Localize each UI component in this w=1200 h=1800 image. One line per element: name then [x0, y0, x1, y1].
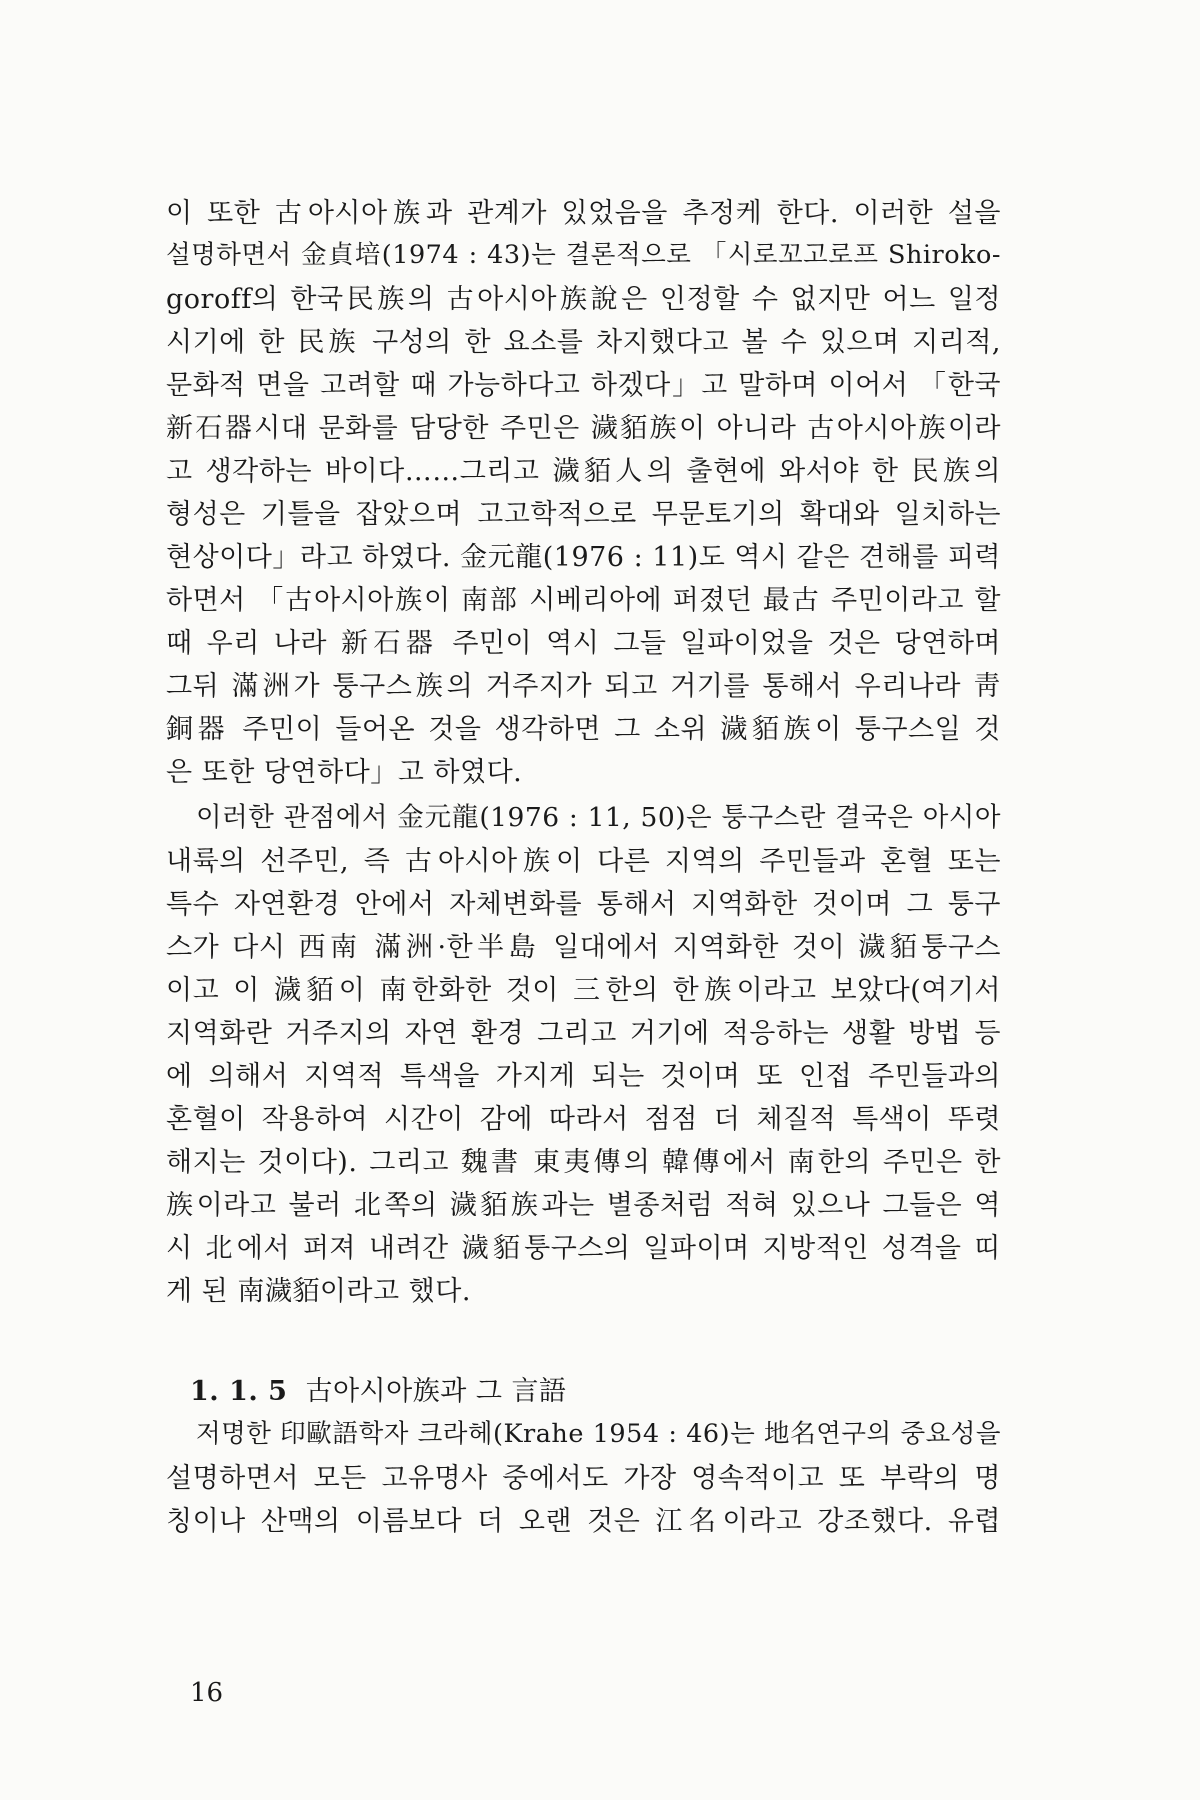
paragraph-2-line-9: 해지는 것이다). 그리고 魏書 東夷傳의 韓傳에서 南한의 주민은 한	[166, 1147, 1001, 1178]
paragraph-2-line-2: 내륙의 선주민, 즉 古아시아族이 다른 지역의 주민들과 혼혈 또는	[166, 846, 1001, 877]
paragraph-2-line-4: 스가 다시 西南 滿洲·한半島 일대에서 지역화한 것이 濊貊퉁구스	[166, 932, 1001, 963]
paragraph-1-line-1: 이 또한 古아시아族과 관계가 있었음을 추정케 한다. 이러한 설을	[166, 198, 1001, 229]
paragraph-2-line-10: 族이라고 불러 北쪽의 濊貊族과는 별종처럼 적혀 있으나 그들은 역	[166, 1190, 1001, 1221]
paragraph-1-line-3: goroff의 한국民族의 古아시아族說은 인정할 수 없지만 어느 일정	[166, 284, 1001, 315]
paragraph-2-line-11: 시 北에서 퍼져 내려간 濊貊퉁구스의 일파이며 지방적인 성격을 띠	[166, 1233, 1001, 1264]
paragraph-1-line-4: 시기에 한 民族 구성의 한 요소를 차지했다고 볼 수 있으며 지리적,	[166, 327, 1001, 358]
section-title: 古아시아族과 그 言語	[305, 1376, 567, 1407]
paragraph-1-line-14: 은 또한 당연하다」고 하였다.	[166, 757, 523, 788]
paragraph-3-line-1: 저명한 印歐語학자 크라헤(Krahe 1954 : 46)는 地名연구의 중요성을	[196, 1419, 1001, 1449]
page-number: 16	[190, 1678, 224, 1708]
paragraph-1-line-8: 형성은 기틀을 잡았으며 고고학적으로 무문토기의 확대와 일치하는	[166, 499, 1001, 530]
paragraph-2-line-1: 이러한 관점에서 金元龍(1976 : 11, 50)은 퉁구스란 결국은 아시아	[196, 802, 1001, 833]
paragraph-1-line-6: 新石器시대 문화를 담당한 주민은 濊貊族이 아니라 古아시아族이라	[166, 413, 1001, 444]
paragraph-1-line-12: 그뒤 滿洲가 퉁구스族의 거주지가 되고 거기를 통해서 우리나라 靑	[166, 671, 1001, 702]
paragraph-1-line-5: 문화적 면을 고려할 때 가능하다고 하겠다」고 말하며 이어서 「한국	[166, 370, 1001, 401]
paragraph-1-line-2: 설명하면서 金貞培(1974 : 43)는 결론적으로 「시로꼬고로프 Shiroko-	[166, 240, 1001, 270]
paragraph-1-line-11: 때 우리 나라 新石器 주민이 역시 그들 일파이었을 것은 당연하며	[166, 628, 1001, 659]
paragraph-3-line-2: 설명하면서 모든 고유명사 중에서도 가장 영속적이고 또 부락의 명	[166, 1463, 1001, 1494]
paragraph-1-line-9: 현상이다」라고 하였다. 金元龍(1976 : 11)도 역시 같은 견해를 피력	[166, 542, 1001, 573]
section-number: 1. 1. 5	[190, 1376, 288, 1407]
paragraph-2-line-7: 에 의해서 지역적 특색을 가지게 되는 것이며 또 인접 주민들과의	[166, 1061, 1001, 1092]
paragraph-3-line-3: 칭이나 산맥의 이름보다 더 오랜 것은 江名이라고 강조했다. 유렵	[166, 1506, 1001, 1537]
paragraph-2-line-3: 특수 자연환경 안에서 자체변화를 통해서 지역화한 것이며 그 퉁구	[166, 889, 1001, 920]
paragraph-2-line-5: 이고 이 濊貊이 南한화한 것이 三한의 한族이라고 보았다(여기서	[166, 975, 1001, 1006]
paragraph-1-line-7: 고 생각하는 바이다……그리고 濊貊人의 출현에 와서야 한 民族의	[166, 456, 1001, 487]
section-heading	[190, 1378, 567, 1405]
paragraph-2-line-6: 지역화란 거주지의 자연 환경 그리고 거기에 적응하는 생활 방법 등	[166, 1018, 1001, 1049]
paragraph-2-line-12: 게 된 南濊貊이라고 했다.	[166, 1276, 471, 1307]
paragraph-1-line-10: 하면서 「古아시아族이 南部 시베리아에 퍼졌던 最古 주민이라고 할	[166, 585, 1001, 616]
paragraph-2-line-8: 혼혈이 작용하여 시간이 감에 따라서 점점 더 체질적 특색이 뚜렷	[166, 1104, 1001, 1135]
paragraph-1-line-13: 銅器 주민이 들어온 것을 생각하면 그 소위 濊貊族이 퉁구스일 것	[166, 714, 1001, 745]
